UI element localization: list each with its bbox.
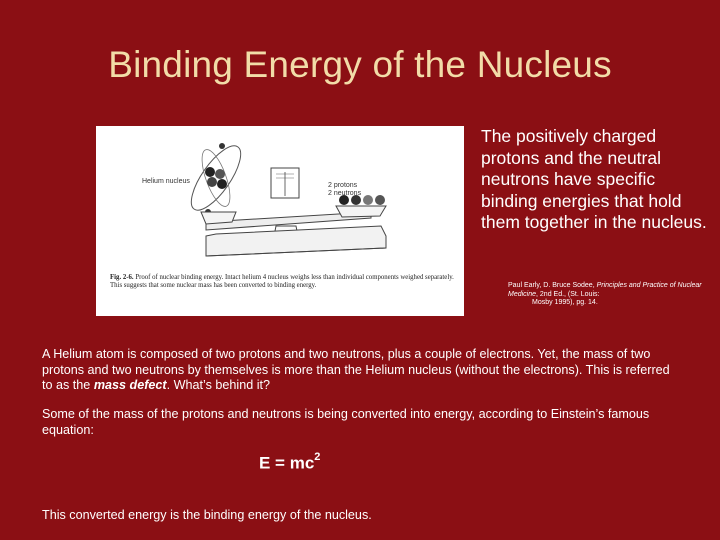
- mass-defect-term: mass defect: [93, 378, 167, 392]
- citation: [508, 282, 708, 308]
- paragraph1-part2: . What’s behind it?: [166, 378, 271, 392]
- helium-nucleus-label: Helium nucleus: [142, 178, 190, 185]
- scale-base-icon: [206, 226, 386, 256]
- citation-book-title: Principles and Practice of Nuclear Medicine: [508, 282, 702, 298]
- neutrons-label: 2 neutrons: [328, 190, 362, 197]
- protons-label: 2 protons: [328, 182, 358, 189]
- einstein-equation: [259, 453, 320, 474]
- figure-caption: [110, 274, 458, 290]
- side-text: The positively charged protons and the neutral neutrons have specific binding energies that hold them together in the nucleus.: [481, 126, 707, 232]
- citation-edition: , 2nd Ed., (St. Louis:: [536, 290, 600, 298]
- equation-base: E = mc: [259, 453, 315, 473]
- slide-title: Binding Energy of the Nucleus: [108, 44, 612, 85]
- citation-publisher: Mosby 1995), pg. 14.: [532, 299, 598, 306]
- figure-id: Fig. 2-6.: [110, 274, 134, 281]
- scale-dial-icon: [271, 168, 299, 198]
- figure-caption-text: Proof of nuclear binding energy. Intact helium 4 nucleus weighs less than individual components weighed separately. This suggests that some nuclear mass has been converted to binding energy.: [110, 274, 454, 289]
- paragraph-mass-defect: [42, 347, 682, 394]
- equation-exponent: 2: [314, 451, 321, 463]
- paragraph-conclusion: This converted energy is the binding energy of the nucleus.: [42, 508, 372, 522]
- citation-author: Paul Early, D. Bruce Sodee,: [508, 282, 595, 289]
- binding-energy-figure: [96, 126, 464, 316]
- paragraph1-part1: A Helium atom is composed of two protons and two neutrons, plus a couple of electrons. Yet, the mass of two protons and two neutrons by themselves is more than the Helium nucleus (without the electrons). This is referred to as the: [42, 347, 670, 392]
- paragraph-einstein: Some of the mass of the protons and neutrons is being converted into energy, according to Einstein’s famous equation:: [42, 407, 650, 437]
- side-description: [481, 126, 711, 234]
- helium-atom-icon: [183, 139, 250, 217]
